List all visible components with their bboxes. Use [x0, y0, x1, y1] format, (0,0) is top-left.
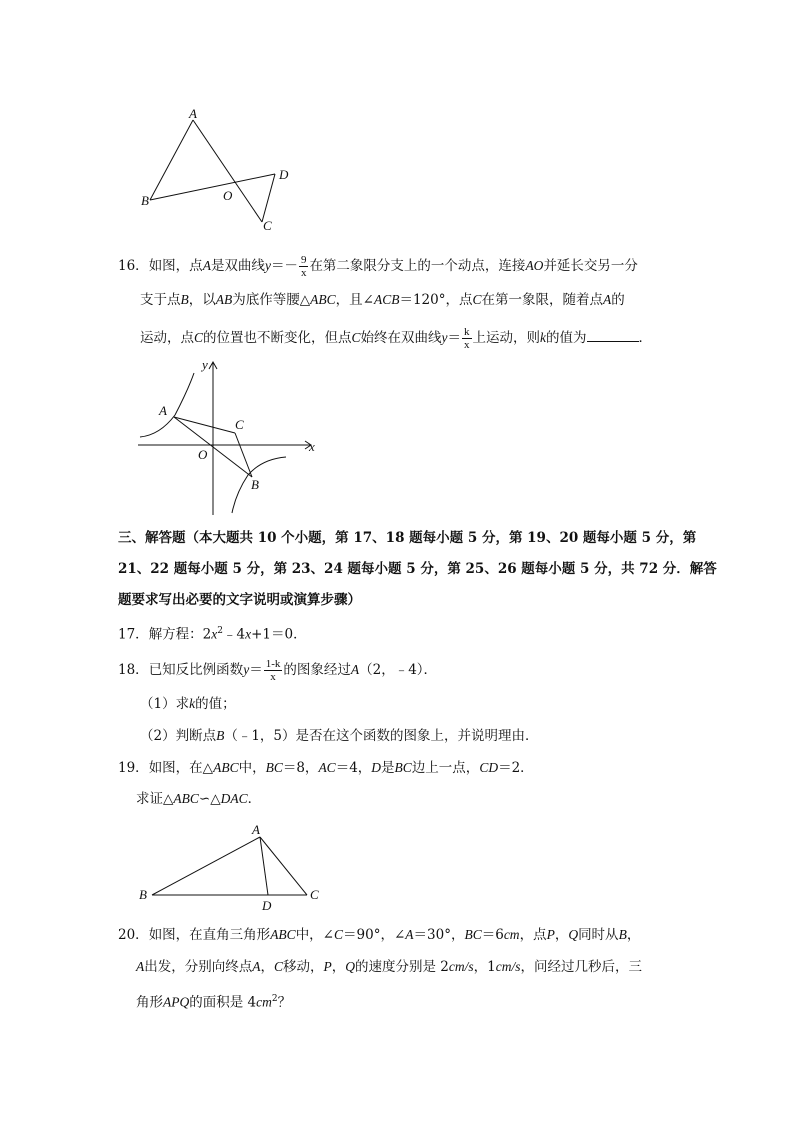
q20-text: ，: [554, 927, 569, 943]
q20-var: Q: [568, 927, 579, 942]
q20-text: 如图，在直角三角形: [148, 927, 271, 943]
q20-text: 出发，分别向终点: [144, 959, 253, 975]
q17-exponent: 2: [217, 626, 224, 636]
q17-var: x: [211, 626, 218, 642]
q16-var: A: [202, 258, 211, 273]
q16-var: A: [603, 292, 612, 307]
q18-text: 的图象经过: [283, 662, 351, 678]
q19-var: ABC: [173, 791, 199, 806]
q20-text: ，: [260, 959, 274, 975]
q18-var: k: [189, 696, 196, 711]
q16-var: y: [264, 258, 271, 273]
figure-19-triangle: [130, 818, 330, 913]
q20-text: 角形: [136, 994, 163, 1011]
q16-var: C: [351, 330, 361, 345]
q18-text: 的值；: [195, 696, 236, 712]
q20-number: 20．: [118, 927, 149, 943]
section-3-heading-line-1: 三、解答题（本大题共 10 个小题，第 17、18 题每小题 5 分，第 19、20 题每小题 5 分，第: [118, 530, 697, 546]
fraction-denominator: x: [300, 267, 307, 279]
q16-var: AB: [215, 292, 233, 307]
q18-text: （2，﹣4）．: [359, 662, 438, 678]
q20-text: ＝30°，: [413, 927, 465, 943]
q18-text: ＝: [249, 662, 263, 678]
q18-var: A: [350, 662, 360, 677]
fig19-label-d: D: [262, 898, 272, 913]
fig15-label-o: O: [223, 188, 233, 203]
q16-text: 是双曲线: [210, 258, 265, 274]
figure-16-hyperbola: [130, 355, 330, 520]
q20-exponent: 2: [271, 994, 278, 1004]
q16-var: y: [441, 330, 448, 345]
fig15-label-a: A: [189, 106, 197, 121]
q20-var: ABC: [270, 927, 296, 942]
q18-text: （﹣1，5）是否在这个函数的图象上，并说明理由．: [224, 728, 539, 744]
figure-15-triangles: [130, 100, 310, 240]
q19-var: CD: [479, 760, 499, 775]
q16-fraction-1: [299, 254, 309, 279]
section-3-heading-line-2: 21、22 题每小题 5 分，第 23、24 题每小题 5 分，第 25、26 题每小题 5 分，共 72 分．解答: [118, 561, 717, 577]
fig19-label-b: B: [139, 887, 147, 902]
q20-text: 中，∠: [295, 927, 334, 943]
q16-var: ABC: [310, 292, 336, 307]
q16-line-1: [118, 254, 638, 279]
q16-fraction-2: [462, 326, 472, 351]
q19-text: ∽△: [198, 791, 221, 807]
q20-var: A: [405, 927, 414, 942]
q18-fraction: [264, 658, 283, 683]
q16-text: 的: [611, 292, 625, 308]
q18-number: 18．: [118, 662, 149, 678]
q16-text: ＝120°，点: [399, 292, 473, 308]
q20-text: 的速度分别是 2: [355, 959, 449, 975]
q20-text: ，: [331, 959, 346, 975]
q18-text: 已知反比例函数: [148, 662, 244, 678]
q20-line-2: [136, 957, 642, 977]
q20-unit: cm: [503, 927, 520, 942]
q17-line: [118, 621, 307, 645]
fig16-label-o: O: [198, 447, 208, 462]
q16-text: ，以: [188, 292, 216, 308]
q16-text: 运动，点: [140, 330, 194, 346]
q20-unit: cm/s: [448, 959, 474, 974]
fig16-label-c: C: [235, 417, 244, 432]
answer-blank: [587, 327, 639, 342]
q16-text: 在第二象限分支上的一个动点，连接: [309, 258, 526, 274]
q18-text: （2）判断点: [140, 728, 217, 744]
fig15-label-d: D: [279, 167, 289, 182]
fig16-label-y: y: [202, 357, 208, 372]
q19-text: ．: [247, 791, 262, 807]
q19-text: 求证△: [136, 791, 174, 807]
q20-unit: cm/s: [495, 959, 521, 974]
q20-line-3: [136, 989, 291, 1013]
q16-var: AO: [525, 258, 544, 273]
q16-text: 为底作等腰△: [232, 292, 311, 308]
q20-var: B: [618, 927, 627, 942]
q20-var: A: [136, 959, 145, 974]
q17-text: +1＝0．: [251, 626, 307, 643]
q19-text: ＝4，: [335, 760, 372, 776]
fig15-label-c: C: [263, 218, 272, 233]
q16-var: ACB: [373, 292, 400, 307]
q19-text: 如图，在△: [148, 760, 214, 776]
q20-text: ＝90°，∠: [343, 927, 406, 943]
q19-var: BC: [265, 760, 283, 775]
q16-text: 始终在双曲线: [360, 330, 442, 346]
q20-var: A: [252, 959, 261, 974]
q20-var: C: [274, 959, 284, 974]
q17-var: x: [245, 626, 252, 642]
q16-line-2: [140, 290, 625, 310]
q20-var: C: [334, 927, 344, 942]
q20-line-1: [118, 925, 640, 945]
fraction-numerator: k: [464, 326, 470, 338]
q16-text: 的值为: [546, 330, 587, 346]
q20-text: ，: [626, 927, 641, 943]
q20-var: P: [323, 959, 332, 974]
q20-text: ＝6: [481, 927, 504, 943]
q16-text: ．: [638, 330, 653, 346]
q18-sub-2: [140, 726, 539, 746]
q19-line-1: [118, 758, 534, 778]
fraction-numerator: 1-k: [265, 658, 281, 670]
q20-var: APQ: [163, 994, 190, 1010]
q16-var: C: [194, 330, 204, 345]
q16-text: ，且∠: [335, 292, 374, 308]
q16-var: k: [540, 330, 547, 345]
q16-number: 16．: [118, 258, 149, 274]
q17-text: ﹣4: [223, 626, 246, 643]
q19-var: BC: [394, 760, 412, 775]
q20-text: ？: [277, 994, 292, 1011]
q16-text: 上运动，则: [472, 330, 541, 346]
q19-text: 边上一点，: [411, 760, 480, 776]
q20-text: 的面积是 4: [189, 994, 257, 1011]
q20-text: ，点: [519, 927, 547, 943]
q17-number: 17．: [118, 626, 149, 643]
q17-text: 解方程：2: [148, 626, 212, 643]
q16-text: 并延长交另一分: [543, 258, 638, 274]
fig15-label-b: B: [141, 193, 149, 208]
q19-var: AC: [318, 760, 336, 775]
q19-text: 中，: [238, 760, 266, 776]
q20-var: P: [546, 927, 555, 942]
q20-text: ，问经过几秒后，三: [520, 959, 642, 975]
fig16-label-b: B: [251, 477, 259, 492]
q20-var: Q: [345, 959, 356, 974]
q19-line-2: [136, 789, 261, 809]
q16-text: 在第一象限，随着点: [481, 292, 603, 308]
q16-text: ＝－: [270, 258, 298, 274]
q19-var: D: [371, 760, 382, 775]
q16-var: C: [472, 292, 482, 307]
fig16-label-a: A: [159, 403, 167, 418]
q16-text: 如图，点: [148, 258, 203, 274]
fraction-denominator: x: [270, 671, 276, 683]
q20-text: 移动，: [283, 959, 324, 975]
q18-line: [118, 658, 437, 683]
fig19-label-a: A: [252, 822, 260, 837]
fraction-denominator: x: [464, 339, 470, 351]
fraction-numerator: 9: [300, 254, 307, 266]
q16-text: 的位置也不断变化，但点: [203, 330, 352, 346]
q20-text: 同时从: [578, 927, 619, 943]
q16-var: B: [180, 292, 189, 307]
q19-number: 19．: [118, 760, 149, 776]
q19-text: ＝2．: [498, 760, 534, 776]
q18-var: y: [243, 662, 250, 677]
q19-text: ＝8，: [282, 760, 319, 776]
q20-text: ，1: [473, 959, 496, 975]
q20-var: BC: [464, 927, 482, 942]
fig16-label-x: x: [309, 439, 315, 454]
q16-line-3: [140, 326, 652, 351]
q16-text: ＝: [447, 330, 462, 346]
q18-sub-1: [140, 694, 236, 714]
fig19-label-c: C: [310, 887, 319, 902]
q18-text: （1）求: [140, 696, 190, 712]
q20-unit: cm: [256, 994, 272, 1010]
q16-text: 支于点: [140, 292, 181, 308]
q18-var: B: [216, 728, 225, 743]
q19-var: DAC: [220, 791, 248, 806]
section-3-heading-line-3: 题要求写出必要的文字说明或演算步骤）: [118, 592, 361, 608]
q19-text: 是: [381, 760, 395, 776]
q19-var: ABC: [213, 760, 239, 775]
